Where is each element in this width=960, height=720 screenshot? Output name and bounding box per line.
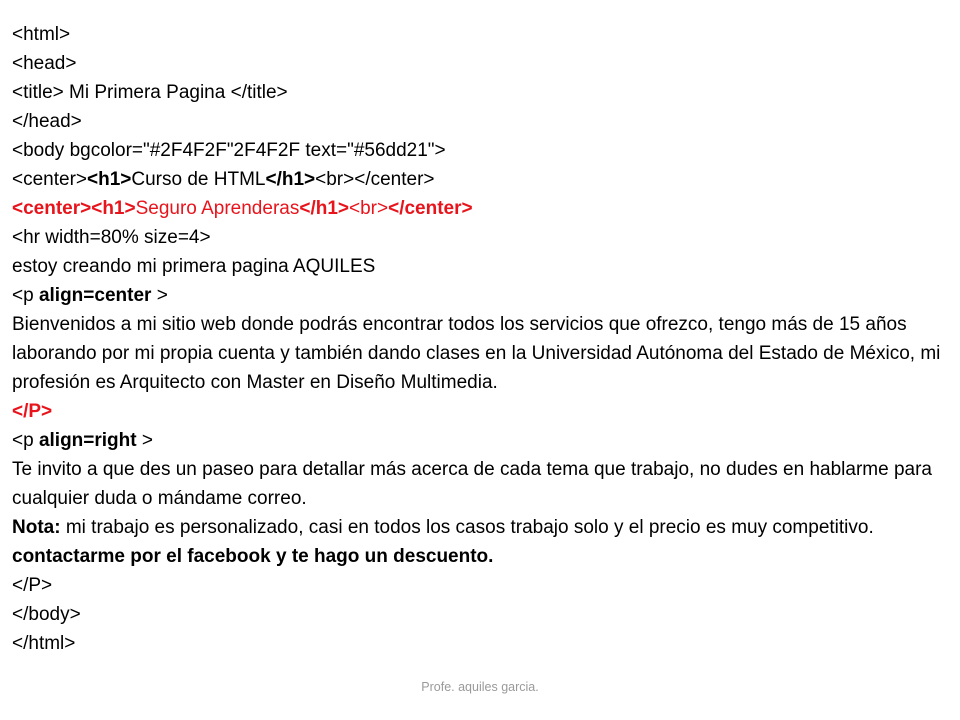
align-attribute: align=right [38,430,137,451]
line-p-close-2: </P> [12,575,53,596]
center-open-tag: <center> [12,198,92,219]
footer-credit: Profe. aquiles garcia. [421,680,539,694]
line-body-close: </body> [12,604,81,625]
line-hr: <hr width=80% size=4> [12,227,211,248]
nota-label: Nota: [12,517,61,538]
line-contactarme: contactarme por el facebook y te hago un descuento. [12,546,494,567]
line-p-center [12,281,942,310]
h1-open-tag: <h1> [91,198,136,219]
line-head-open: <head> [12,53,77,74]
code-listing [12,20,946,658]
line-body-open: <body bgcolor="#2F4F2F"2F4F2F text="#56dd21"> [12,140,446,161]
line-center-seguro [12,194,942,223]
center-close-tag: </center> [388,198,473,219]
paragraph-te-invito: Te invito a que des un paseo para detallar más acerca de cada tema que trabajo, no dudes en hablarme para cualquier duda o mándame correo. [12,459,938,509]
p-open-tag: <p [12,285,39,306]
h1-open-tag: <h1> [87,169,132,190]
center-open-tag: <center> [12,169,87,190]
center-close-tag: </center> [354,169,435,190]
br-tag: <br> [315,169,355,190]
nota-text: mi trabajo es personalizado, casi en todos los casos trabajo solo y el precio es muy competitivo. [60,517,874,538]
line-head-close: </head> [12,111,82,132]
br-tag: <br> [349,198,389,219]
tag-close-bracket: > [151,285,168,306]
paragraph-bienvenidos: Bienvenidos a mi sitio web donde podrás encontrar todos los servicios que ofrezco, tengo más de 15 años laborando por mi propia cuenta y también dando clases en la Universidad Autónoma del Estado de México, mi profesión es Arquitecto con Master en Diseño Multimedia. [12,314,946,393]
line-title: <title> Mi Primera Pagina </title> [12,82,288,103]
paragraph-nota [12,513,942,542]
line-html-open: <html> [12,24,71,45]
heading-text: Seguro Aprenderas [135,198,300,219]
align-attribute: align=center [38,285,152,306]
p-open-tag: <p [12,430,39,451]
line-estoy-creando: estoy creando mi primera pagina AQUILES [12,256,376,277]
h1-close-tag: </h1> [265,169,316,190]
line-center-curso [12,165,942,194]
heading-text: Curso de HTML [131,169,266,190]
line-html-close: </html> [12,633,76,654]
line-p-close: </P> [12,401,53,422]
h1-close-tag: </h1> [299,198,349,219]
line-p-right [12,426,942,455]
tag-close-bracket: > [136,430,153,451]
